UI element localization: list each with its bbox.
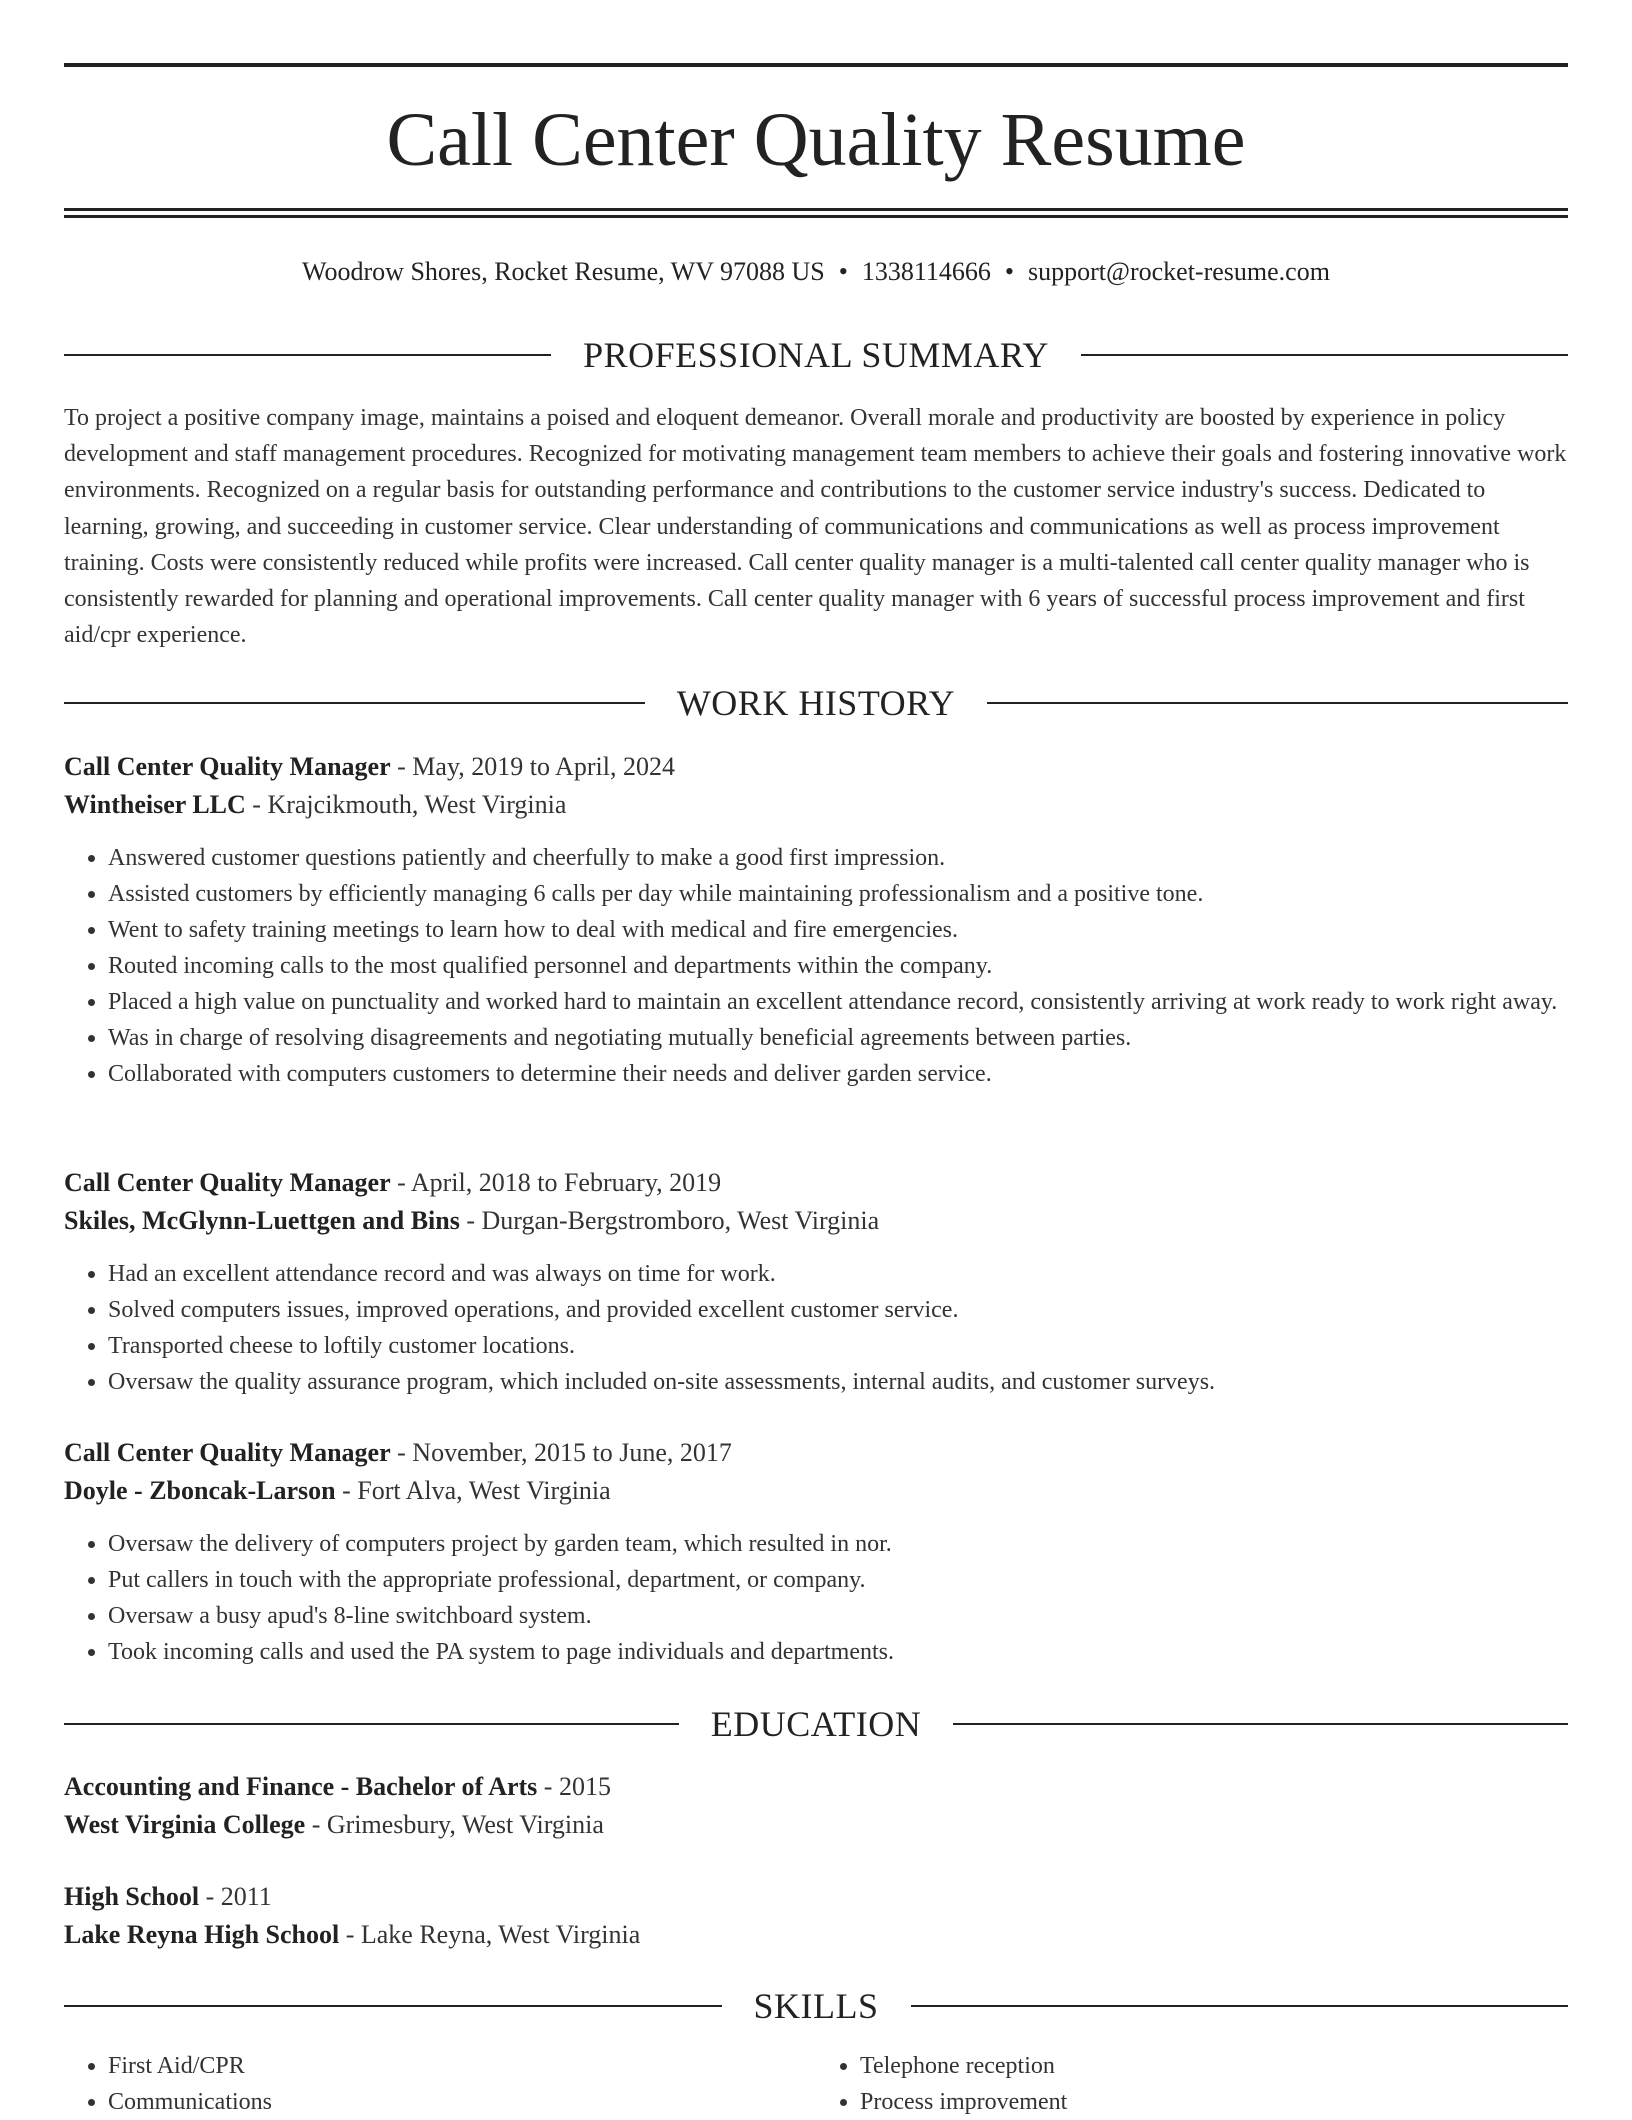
degree: High School xyxy=(64,1882,200,1911)
section-rule xyxy=(987,702,1568,704)
section-title: SKILLS xyxy=(753,1986,879,2026)
section-header-summary xyxy=(64,333,1568,377)
degree-year: - 2011 xyxy=(199,1882,272,1911)
list-item: • Transported cheese to loftily customer locations. xyxy=(108,1328,1568,1364)
skill-item: • Process improvement xyxy=(860,2084,1568,2120)
degree-line xyxy=(64,1878,1568,1916)
section-rule xyxy=(64,354,551,356)
summary-paragraph: To project a positive company image, maintains a poised and eloquent demeanor. Overall morale and productivity are boosted by experience in policy development and staff management procedures. Recognized for motivating management team members to achieve their goals and fostering innovative work environments. Recognized on a regular basis for outstanding performance and contributions to the customer service industry's success. Dedicated to learning, growing, and succeeding in customer service. Clear understanding of communications and communications as well as process improvement training. Costs were consistently reduced while profits were increased. Call center quality manager is a multi-talented call center quality manager who is consistently rewarded for planning and operational improvements. Call center quality manager with 6 years of successful process improvement and first aid/cpr experience. xyxy=(64,405,1567,649)
skills-list xyxy=(64,2048,1568,2120)
job-bullets xyxy=(64,1256,1568,1400)
job-entry xyxy=(64,748,1568,1092)
list-item: • Was in charge of resolving disagreements and negotiating mutually beneficial agreements between parties. xyxy=(108,1020,1568,1056)
list-item: • Oversaw the delivery of computers project by garden team, which resulted in nor. xyxy=(108,1526,1568,1562)
skill-item: • First Aid/CPR xyxy=(108,2048,816,2084)
list-item: • Took incoming calls and used the PA system to page individuals and departments. xyxy=(108,1634,1568,1670)
title-double-rule xyxy=(64,208,1568,218)
education-entry xyxy=(64,1878,1568,1954)
job-title-line xyxy=(64,748,1568,786)
list-item: • Went to safety training meetings to learn how to deal with medical and fire emergencies. xyxy=(108,912,1568,948)
job-title-line xyxy=(64,1434,1568,1472)
job-dates: - November, 2015 to June, 2017 xyxy=(390,1438,732,1467)
school: Lake Reyna High School xyxy=(64,1920,340,1949)
list-item: • Oversaw the quality assurance program, which included on-site assessments, internal audits, and customer surveys. xyxy=(108,1364,1568,1400)
education-entry xyxy=(64,1768,1568,1844)
skill-item: • Communications xyxy=(108,2084,816,2120)
contact-address: Woodrow Shores, Rocket Resume, WV 97088 US xyxy=(302,257,825,286)
job-company: Skiles, McGlynn-Luettgen and Bins xyxy=(64,1206,460,1235)
list-item: • Routed incoming calls to the most qualified personnel and departments within the company. xyxy=(108,948,1568,984)
school: West Virginia College xyxy=(64,1810,306,1839)
section-rule xyxy=(911,2005,1569,2007)
job-company: Doyle - Zboncak-Larson xyxy=(64,1476,336,1505)
contact-separator: • xyxy=(1004,257,1015,286)
skill-item: • Telephone reception xyxy=(860,2048,1568,2084)
job-dates: - May, 2019 to April, 2024 xyxy=(390,752,675,781)
job-title: Call Center Quality Manager xyxy=(64,752,391,781)
top-rule xyxy=(64,63,1568,67)
page-title: Call Center Quality Resume xyxy=(386,98,1246,182)
list-item: • Collaborated with computers customers to determine their needs and deliver garden service. xyxy=(108,1056,1568,1092)
section-header-education xyxy=(64,1702,1568,1746)
list-item: • Had an excellent attendance record and was always on time for work. xyxy=(108,1256,1568,1292)
degree: Accounting and Finance - Bachelor of Arts xyxy=(64,1772,538,1801)
list-item: • Put callers in touch with the appropriate professional, department, or company. xyxy=(108,1562,1568,1598)
job-company-line xyxy=(64,1202,1568,1240)
job-company-line xyxy=(64,1472,1568,1510)
job-title: Call Center Quality Manager xyxy=(64,1438,391,1467)
section-rule xyxy=(64,2005,722,2007)
school-location: - Lake Reyna, West Virginia xyxy=(339,1920,641,1949)
skills-column-left xyxy=(64,2048,816,2120)
contact-separator: • xyxy=(838,257,848,286)
section-rule xyxy=(64,1723,679,1725)
list-item: • Assisted customers by efficiently managing 6 calls per day while maintaining professionalism and a positive tone. xyxy=(108,876,1568,912)
job-bullets xyxy=(64,840,1568,1092)
job-company: Wintheiser LLC xyxy=(64,790,246,819)
job-entry xyxy=(64,1434,1568,1670)
job-company-line xyxy=(64,786,1568,824)
section-title: EDUCATION xyxy=(710,1704,922,1744)
school-line xyxy=(64,1916,1568,1954)
list-item: • Answered customer questions patiently and cheerfully to make a good first impression. xyxy=(108,840,1568,876)
list-item: • Oversaw a busy apud's 8-line switchboard system. xyxy=(108,1598,1568,1634)
contact-line xyxy=(64,254,1568,290)
job-bullets xyxy=(64,1526,1568,1670)
section-rule xyxy=(953,1723,1568,1725)
school-location: - Grimesbury, West Virginia xyxy=(305,1810,604,1839)
degree-line xyxy=(64,1768,1568,1806)
degree-year: - 2015 xyxy=(537,1772,611,1801)
job-title: Call Center Quality Manager xyxy=(64,1168,391,1197)
job-title-line xyxy=(64,1164,1568,1202)
school-line xyxy=(64,1806,1568,1844)
job-entry xyxy=(64,1164,1568,1400)
contact-email: support@rocket-resume.com xyxy=(1028,257,1330,286)
skills-column-right xyxy=(816,2048,1568,2120)
section-header-work xyxy=(64,681,1568,725)
section-title: PROFESSIONAL SUMMARY xyxy=(583,335,1049,375)
list-item: • Solved computers issues, improved operations, and provided excellent customer service. xyxy=(108,1292,1568,1328)
section-title: WORK HISTORY xyxy=(676,683,956,723)
contact-phone: 1338114666 xyxy=(861,257,991,286)
list-item: • Placed a high value on punctuality and worked hard to maintain an excellent attendance record, consistently arriving at work ready to work right away. xyxy=(108,984,1568,1020)
section-rule xyxy=(1081,354,1568,356)
job-dates: - April, 2018 to February, 2019 xyxy=(390,1168,722,1197)
section-header-skills xyxy=(64,1984,1568,2028)
section-rule xyxy=(64,702,645,704)
job-location: - Fort Alva, West Virginia xyxy=(335,1476,611,1505)
job-location: - Krajcikmouth, West Virginia xyxy=(245,790,567,819)
job-location: - Durgan-Bergstromboro, West Virginia xyxy=(459,1206,880,1235)
